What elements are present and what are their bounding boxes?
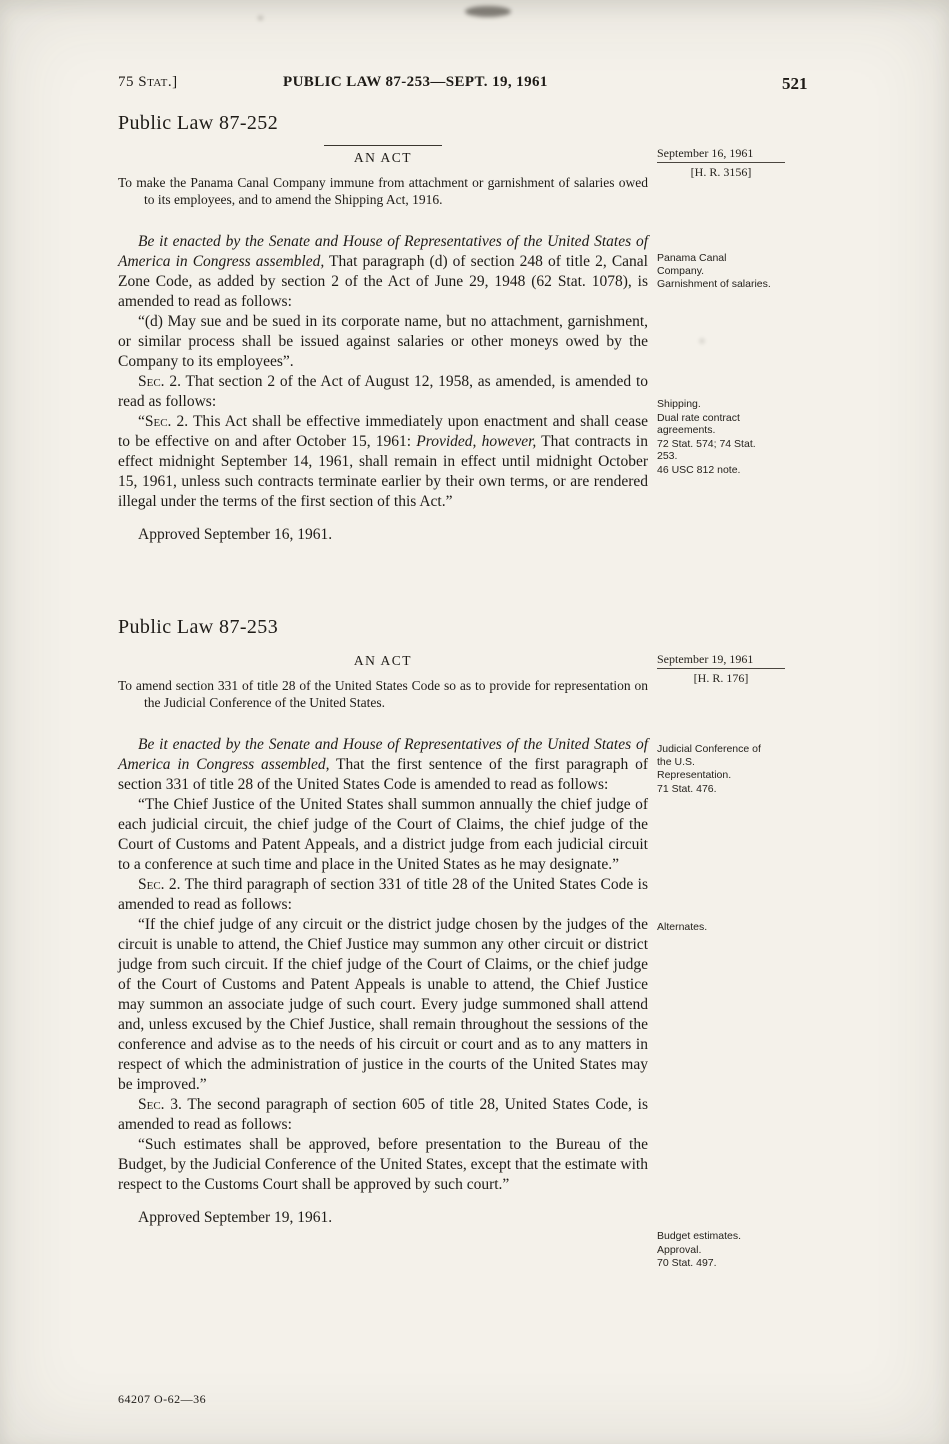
margin-note-line: Alternates. xyxy=(657,921,708,933)
margin-note-judicial-conference xyxy=(657,743,775,796)
margin-note-line: Approval. xyxy=(657,1243,702,1256)
section-text: The third paragraph of section 331 of title 28 of the United States Code is amended to read as follows: xyxy=(118,876,648,913)
proviso: Provided, however, xyxy=(416,433,537,450)
enacting-clause xyxy=(118,232,648,312)
margin-note-line: Shipping. xyxy=(657,398,701,410)
section-2 xyxy=(118,372,648,412)
approval-line: Approved September 19, 1961. xyxy=(138,1209,333,1226)
margin-note-date-252 xyxy=(657,146,793,179)
margin-note-line: 71 Stat. 476. xyxy=(657,782,717,795)
section-label: Sec. 2. xyxy=(138,876,181,893)
heading-rule xyxy=(324,145,442,146)
stat-volume-label: 75 Stat.] xyxy=(118,74,178,90)
enacting-clause xyxy=(118,735,648,795)
enacting-text: That the first sentence of the first paragraph of section 331 of title 28 of the United States Code is amended to read as follows: xyxy=(118,756,648,793)
margin-note-panama-canal xyxy=(657,252,775,292)
enactment-date: September 16, 1961 xyxy=(657,146,754,160)
bill-number: [H. R. 3156] xyxy=(690,165,752,179)
section-label: Sec. 2. xyxy=(138,373,181,390)
section-text: The second paragraph of section 605 of title 28, United States Code, is amended to read as follows: xyxy=(118,1096,648,1133)
margin-note-line: 46 USC 812 note. xyxy=(657,463,741,476)
enacting-text: That paragraph (d) of section 248 of title 2, Canal Zone Code, as added by section 2 of the Act of June 29, 1948 (62 Stat. 1078), is amended to read as follows: xyxy=(118,253,648,310)
margin-note-date-253 xyxy=(657,652,793,685)
margin-note-line: Dual rate contract agreements. xyxy=(657,411,740,436)
quoted-section-2 xyxy=(118,412,648,512)
margin-note-line: Representation. xyxy=(657,769,732,781)
section-label: Sec. 3. xyxy=(138,1096,182,1113)
margin-note-line: 72 Stat. 574; 74 Stat. 253. xyxy=(657,437,756,462)
law-87-253 xyxy=(118,616,648,1244)
an-act-heading: AN ACT xyxy=(353,150,413,165)
margin-note-budget xyxy=(657,1230,775,1271)
section-2 xyxy=(118,875,648,915)
print-code: 64207 O-62—36 xyxy=(118,1392,207,1406)
section-text: That section 2 of the Act of August 12, 1958, as amended, is amended to read as follows: xyxy=(118,373,648,410)
bill-number: [H. R. 176] xyxy=(693,671,749,685)
section-3 xyxy=(118,1095,648,1135)
act-preamble: To amend section 331 of title 28 of the United States Code so as to provide for representation on the Judicial Conference of the United States. xyxy=(118,678,648,710)
margin-note-line: 70 Stat. 497. xyxy=(657,1257,717,1269)
quoted-section-text-a: This Act shall be effective immediately upon enactment and shall cease to be effective on and after October 15, 1961: xyxy=(118,413,648,450)
page-number: 521 xyxy=(782,74,808,93)
approval-line: Approved September 16, 1961. xyxy=(138,526,333,543)
quoted-paragraph-d: “(d) May sue and be sued in its corporate name, but no attachment, garnishment, or similar process shall be issued against salaries or other moneys owed by the Company to its employees”. xyxy=(118,313,648,370)
margin-note-line: Panama Canal Company. xyxy=(657,252,727,277)
margin-rule xyxy=(657,668,785,669)
margin-note-shipping xyxy=(657,398,775,477)
an-act-heading: AN ACT xyxy=(353,653,413,668)
margin-note-alternates xyxy=(657,921,775,935)
running-title: PUBLIC LAW 87-253—SEPT. 19, 1961 xyxy=(283,74,548,90)
margin-note-line: Budget estimates. xyxy=(657,1230,742,1242)
margin-note-line: Judicial Conference of the U.S. xyxy=(657,743,761,768)
quoted-paragraph-1: “The Chief Justice of the United States shall summon annually the chief judge of each judicial circuit, the chief judge of the Court of Claims, the chief judge of the Court of Customs and Patent Appeals, and a district judge from each judicial circuit to a conference at such time and place in the United States as he may designate.” xyxy=(118,796,648,873)
margin-rule xyxy=(657,162,785,163)
quoted-section-text-b: That contracts in effect midnight September 14, 1961, shall remain in effect until midnight October 15, 1961, unless such contracts terminate earlier by their own terms, or are rendered illegal under the terms of the first section of this Act.” xyxy=(118,433,648,510)
enacting-formula: Be it enacted by the Senate and House of Representatives of the United States of America in Congress assembled, xyxy=(118,736,648,773)
scan-artifact xyxy=(465,6,511,17)
scan-artifact xyxy=(700,339,704,343)
law-title: Public Law 87-252 xyxy=(118,112,279,134)
law-title: Public Law 87-253 xyxy=(118,616,279,638)
act-preamble: To make the Panama Canal Company immune from attachment or garnishment of salaries owed to its employees, and to amend the Shipping Act, 1916. xyxy=(118,175,648,207)
enactment-date: September 19, 1961 xyxy=(657,652,754,666)
quoted-paragraph-2: “If the chief judge of any circuit or the district judge chosen by the judges of the circuit is unable to attend, the Chief Justice may summon any other circuit or district judge from such circuit. If the chief judge of the Court of Claims, or the chief judge of the Court of Customs and Patent Appeals is unable to attend, the Chief Justice may summon an associate judge of such court. Every judge summoned shall attend and, unless excused by the Chief Justice, shall remain throughout the sessions of the conference and advise as to the needs of his circuit or court and as to any matters in respect of which the administration of justice in the courts of the United States may be improved.” xyxy=(118,916,648,1093)
scan-artifact xyxy=(258,16,263,20)
margin-note-line: Garnishment of salaries. xyxy=(657,278,771,290)
law-87-252 xyxy=(118,112,648,561)
quoted-section-label: “Sec. 2. xyxy=(138,413,189,430)
enacting-formula: Be it enacted by the Senate and House of Representatives of the United States of America in Congress assembled, xyxy=(118,233,648,270)
quoted-paragraph-3: “Such estimates shall be approved, before presentation to the Bureau of the Budget, by the Judicial Conference of the United States, except that the estimate with respect to the Customs Court shall be approved by such court.” xyxy=(118,1136,648,1193)
